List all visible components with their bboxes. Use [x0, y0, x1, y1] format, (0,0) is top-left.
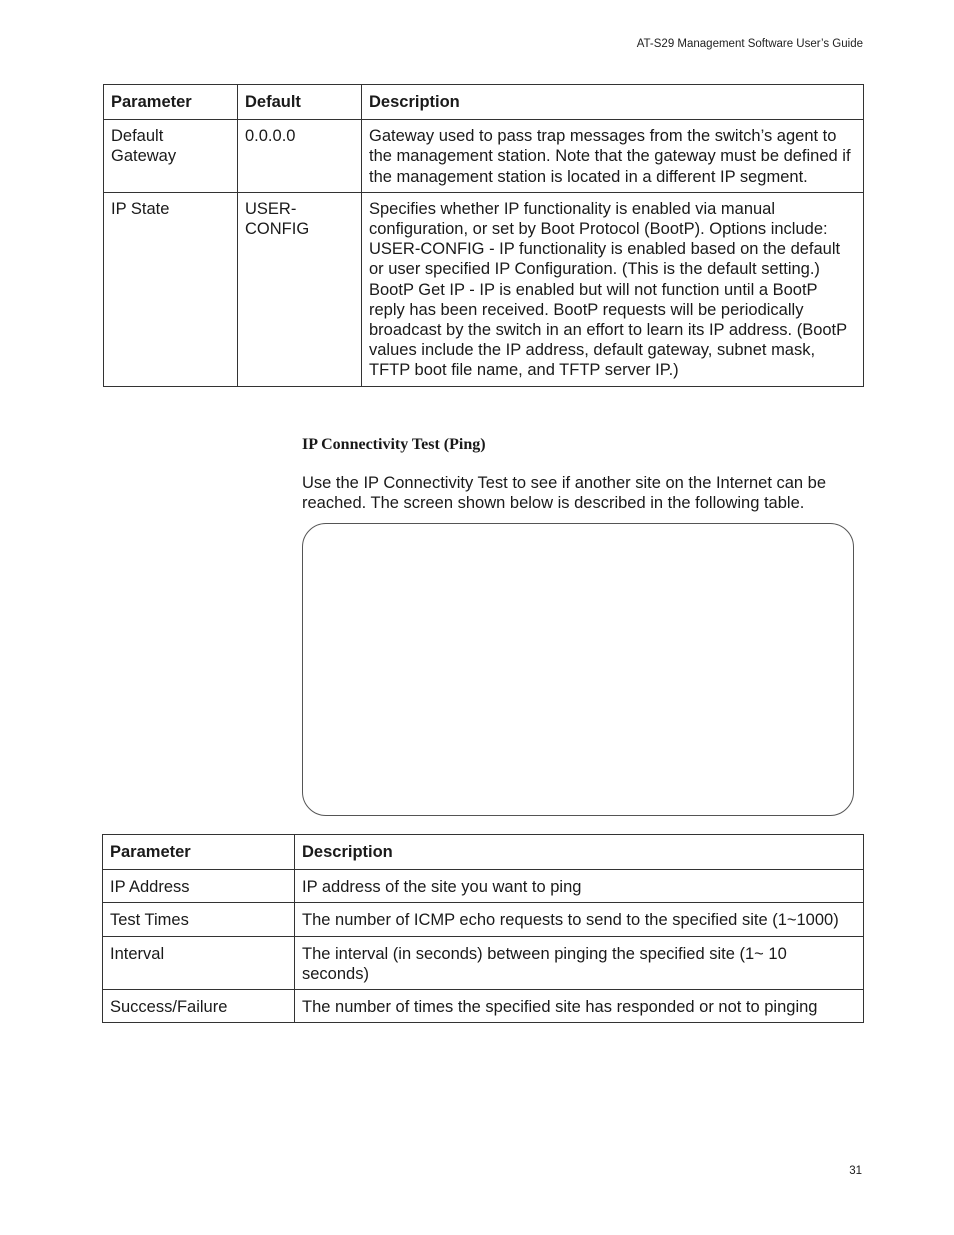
column-header-description: Description	[295, 835, 864, 870]
parameter-cell: Default Gateway	[104, 120, 238, 193]
parameter-cell: Test Times	[103, 903, 295, 936]
section-heading: IP Connectivity Test (Ping)	[302, 436, 486, 453]
parameter-cell: IP Address	[103, 870, 295, 903]
table-row	[103, 936, 864, 989]
column-header-description: Description	[362, 85, 864, 120]
running-header: AT-S29 Management Software User’s Guide	[636, 38, 863, 50]
parameter-cell: IP State	[104, 192, 238, 386]
table-header-row	[103, 835, 864, 870]
column-header-default: Default	[238, 85, 362, 120]
parameter-default-table	[103, 84, 864, 387]
description-cell: Specifies whether IP functionality is enabled via manual configuration, or set by Boot Protocol (BootP). Options include: USER-CONFIG - IP functionality is enabled based on the default or user specified IP Configuration. (This is the default setting.) BootP Get IP - IP is enabled but will not function until a BootP reply has been received. BootP requests will be periodically broadcast by the switch in an effort to learn its IP address. (BootP values include the IP address, default gateway, subnet mask, TFTP boot file name, and TFTP server IP.)	[362, 192, 864, 386]
table-row	[103, 990, 864, 1023]
table-row	[104, 120, 864, 193]
default-cell: USER-CONFIG	[238, 192, 362, 386]
column-header-parameter: Parameter	[104, 85, 238, 120]
parameter-description-table	[102, 834, 864, 1023]
parameter-cell: Success/Failure	[103, 990, 295, 1023]
description-cell: The interval (in seconds) between pinging the specified site (1~ 10 seconds)	[295, 936, 864, 989]
description-cell: IP address of the site you want to ping	[295, 870, 864, 903]
screen-image-frame	[302, 523, 854, 816]
description-cell: The number of times the specified site has responded or not to pinging	[295, 990, 864, 1023]
table-header-row	[104, 85, 864, 120]
body-paragraph: Use the IP Connectivity Test to see if another site on the Internet can be reached. The screen shown below is described in the following table.	[302, 474, 827, 513]
table-row	[103, 903, 864, 936]
description-cell: Gateway used to pass trap messages from the switch’s agent to the management station. Note that the gateway must be defined if the management station is located in a different IP segment.	[362, 120, 864, 193]
description-cell: The number of ICMP echo requests to send to the specified site (1~1000)	[295, 903, 864, 936]
table-row	[104, 192, 864, 386]
table-row	[103, 870, 864, 903]
default-cell: 0.0.0.0	[238, 120, 362, 193]
parameter-cell: Interval	[103, 936, 295, 989]
page-number: 31	[849, 1165, 862, 1177]
column-header-parameter: Parameter	[103, 835, 295, 870]
